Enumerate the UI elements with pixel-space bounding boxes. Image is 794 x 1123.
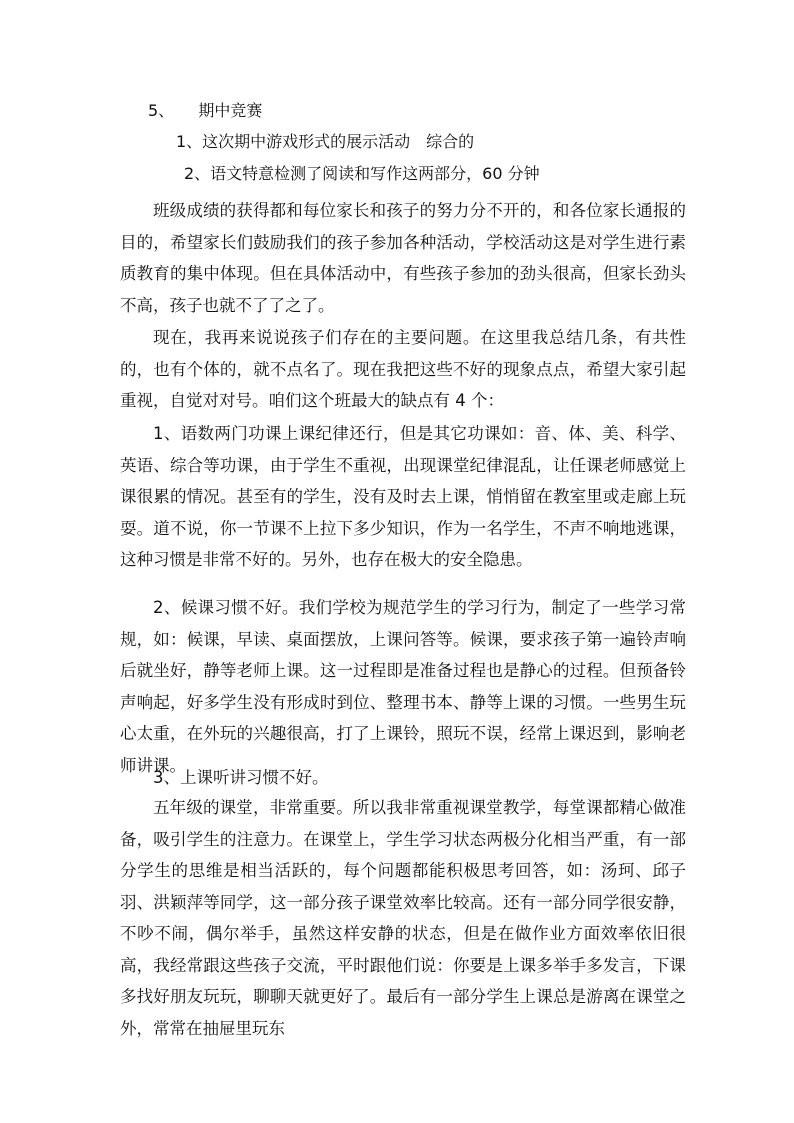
section-heading xyxy=(148,101,262,121)
paragraph-6: 五年级的课堂，非常重要。所以我非常重视课堂教学，每堂课都精心做准备，吸引学生的注意力。在课堂上，学生学习状态两极分化相当严重，有一部分学生的思维是相当活跃的，每个问题都能积极思考回答，如：汤珂、邱子羽、洪颖萍等同学，这一部分孩子课堂效率比较高。还有一部分同学很安静，不吵不闹，偶尔举手，虽然这样安静的状态，但是在做作业方面效率依旧很高，我经常跟这些孩子交流，平时跟他们说：你要是上课多举手多发言，下课多找好朋友玩玩，聊聊天就更好了。最后有一部分学生上课总是游离在课堂之外，常常在抽屉里玩东 xyxy=(120,798,686,1038)
sub-item-2: 2、语文特意检测了阅读和写作这两部分，60 分钟 xyxy=(184,164,540,183)
paragraph-2: 现在，我再来说说孩子们存在的主要问题。在这里我总结几条，有共性的，也有个体的，就不点名了。现在我把这些不好的现象点点，希望大家引起重视，自觉对对号。咱们这个班最大的缺点有 4 个： xyxy=(120,328,686,410)
paragraph-5: 3、上课听讲习惯不好。 xyxy=(153,768,329,787)
section-title: 期中竞赛 xyxy=(198,101,263,120)
section-number: 5、 xyxy=(148,101,175,120)
paragraph-3: 1、语数两门功课上课纪律还行，但是其它功课如：音、体、美、科学、英语、综合等功课，由于学生不重视，出现课堂纪律混乱，让任课老师感觉上课很累的情况。甚至有的学生，没有及时去上课，悄悄留在教室里或走廊上玩耍。道不说，你一节课不上拉下多少知识，作为一名学生，不声不响地逃课，这种习惯是非常不好的。另外，也存在极大的安全隐患。 xyxy=(120,424,686,569)
paragraph-4: 2、候课习惯不好。我们学校为规范学生的学习行为，制定了一些学习常规，如：候课，早读、桌面摆放，上课问答等。候课，要求孩子第一遍铃声响后就坐好，静等老师上课。这一过程即是准备过程也是静心的过程。但预备铃声响起，好多学生没有形成时到位、整理书本、静等上课的习惯。一些男生玩心太重，在外玩的兴趣很高，打了上课铃，照玩不误，经常上课迟到，影响老师讲课。 xyxy=(120,598,686,775)
sub-item-1: 1、这次期中游戏形式的展示活动 综合的 xyxy=(176,132,475,151)
paragraph-1: 班级成绩的获得都和每位家长和孩子的努力分不开的，和各位家长通报的目的，希望家长们鼓励我们的孩子参加各种活动，学校活动这是对学生进行素质教育的集中体现。但在具体活动中，有些孩子参加的劲头很高，但家长劲头不高，孩子也就不了了之了。 xyxy=(120,201,686,315)
